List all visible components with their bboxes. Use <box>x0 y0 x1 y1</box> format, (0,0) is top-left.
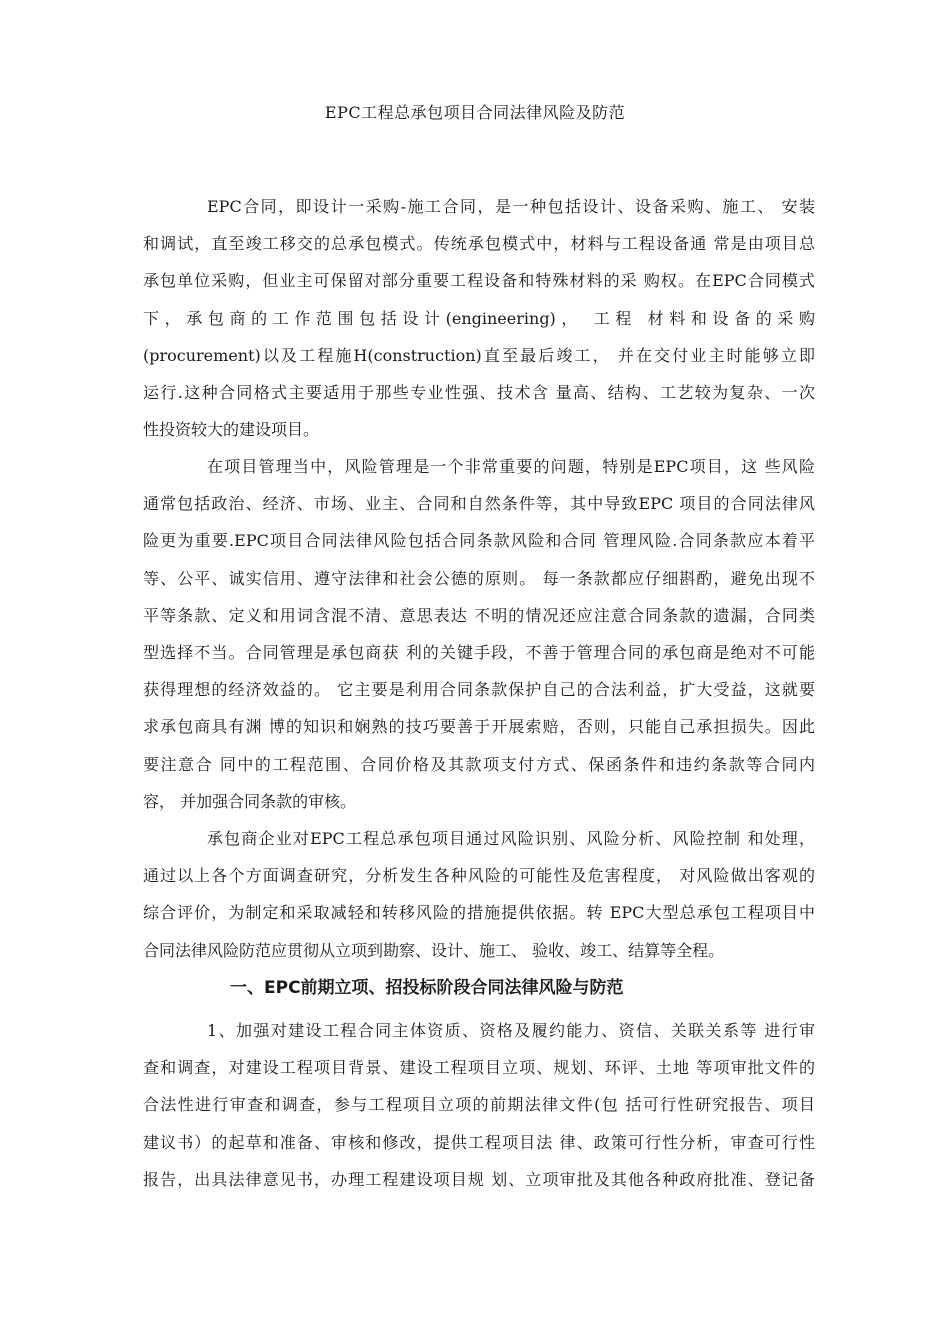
text-line: 在项目管理当中，风险管理是一个非常重要的问题，特别是EPC项目，这 些风险 <box>207 457 815 476</box>
text-line: 报告，出具法律意见书，办理工程建设项目规 划、立项审批及其他各种政府批准、登记备 <box>143 1169 815 1189</box>
text-line: 等、公平、诚实信用、遵守法律和社会公德的原则。 每一条款都应仔细斟酌，避免出现不 <box>143 568 815 588</box>
text-line: 性投资较大的建设项目。 <box>143 420 320 440</box>
text-line: 险更为重要.EPC项目合同法律风险包括合同条款风险和合同 管理风险.合同条款应本着平 <box>143 531 815 551</box>
paragraph-1 <box>143 188 815 448</box>
section-heading: 一、EPC前期立项、招投标阶段合同法律风险与防范 <box>230 978 624 998</box>
document-title: EPC工程总承包项目合同法律风险及防范 <box>324 103 626 122</box>
text-line: 和调试，直至竣工移交的总承包模式。传统承包模式中，材料与工程设备通 常是由项目总 <box>143 234 815 254</box>
text-line: 运行.这种合同格式主要适用于那些专业性强、技术含 量高、结构、工艺较为复杂、一次 <box>143 383 815 403</box>
text-line: 合法性进行审查和调查，参与工程项目立项的前期法律文件(包 括可行性研究报告、项目 <box>143 1095 815 1115</box>
text-line: 平等条款、定义和用词含混不清、意思表达 不明的情况还应注意合同条款的遗漏，合同类 <box>143 605 815 625</box>
text-line: 下，承包商的工作范围包括设计(engineering)， 工程 材料和设备的采购 <box>143 308 815 328</box>
text-line: 查和调查，对建设工程项目背景、建设工程项目立项、规划、环评、土地 等项审批文件的 <box>143 1058 815 1078</box>
text-line: 求承包商具有渊 博的知识和娴熟的技巧要善于开展索赔，否则，只能自己承担损失。因此 <box>143 717 815 737</box>
text-line: 合同法律风险防范应贯彻从立项到勘察、设计、施工、 验收、竣工、结算等全程。 <box>143 940 725 960</box>
text-line: 容， 并加强合同条款的审核。 <box>143 791 357 811</box>
paragraph-3 <box>143 820 815 969</box>
text-line: 通常包括政治、经济、市场、业主、合同和自然条件等，其中导致EPC 项目的合同法律风 <box>143 494 815 514</box>
text-line: 要注意合 同中的工程范围、合同价格及其款项支付方式、保函条件和违约条款等合同内 <box>143 754 815 774</box>
text-line: 通过以上各个方面调查研究，分析发生各种风险的可能性及危害程度， 对风险做出客观的 <box>143 866 815 886</box>
section-paragraph-1 <box>143 1012 815 1198</box>
text-line: 综合评价，为制定和采取减轻和转移风险的措施提供依据。转 EPC大型总承包工程项目中 <box>143 903 815 923</box>
text-line: 获得理想的经济效益的。 它主要是利用合同条款保护自己的合法利益，扩大受益，这就要 <box>143 680 815 700</box>
text-line: 承包单位采购，但业主可保留对部分重要工程设备和特殊材料的采 购权。在EPC合同模式 <box>143 271 815 291</box>
paragraph-2 <box>143 448 815 820</box>
text-line: EPC合同，即设计一采购-施工合同，是一种包括设计、设备采购、施工、 安装 <box>207 197 815 216</box>
text-line: (procurement)以及工程施H(construction)直至最后竣工， 并在交付业主时能够立即 <box>143 345 815 365</box>
text-line: 建议书）的起草和准备、审核和修改，提供工程项目法 律、政策可行性分析，审查可行性 <box>143 1132 815 1152</box>
text-line: 型选择不当。合同管理是承包商获 利的关键手段，不善于管理合同的承包商是绝对不可能 <box>143 643 815 663</box>
text-line: 承包商企业对EPC工程总承包项目通过风险识别、风险分析、风险控制 和处理， <box>207 829 815 848</box>
section-heading-block <box>143 970 815 1007</box>
text-line: 1、加强对建设工程合同主体资质、资格及履约能力、资信、关联关系等 进行审 <box>207 1021 815 1040</box>
